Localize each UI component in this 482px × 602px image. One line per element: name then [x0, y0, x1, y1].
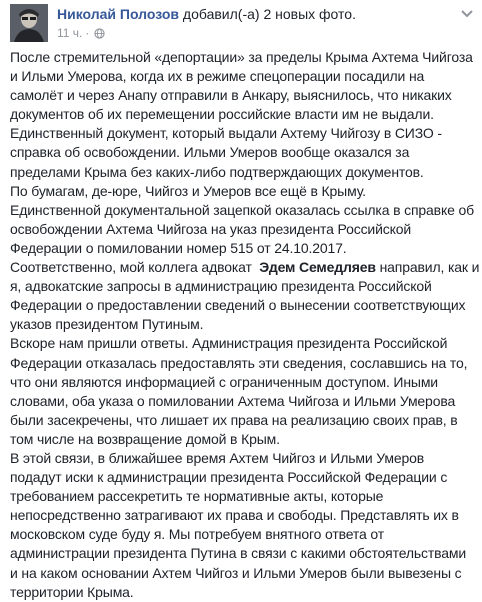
post-line: что они являются информацией с ограниченным доступом. Иными: [10, 373, 438, 390]
post-line-text: Соответственно, мой коллега адвокат: [10, 259, 252, 276]
post-timestamp[interactable]: 11 ч.: [57, 26, 83, 40]
post-line: Вскоре нам пришли ответы. Администрация президента Российской: [10, 335, 448, 352]
author-name[interactable]: Николай Полозов: [57, 6, 180, 22]
post-action: добавил(-а) 2 новых фото.: [182, 6, 356, 22]
post-line: освобождении Ахтема Чийгоза на указ президента Российской: [10, 220, 412, 237]
post-line: Федерации о предоставлении сведений о вынесении соответствующих: [10, 297, 466, 314]
post-line: и на каком основании Ахтем Чийгоз и Ильми Умеров были вывезены с: [10, 564, 462, 581]
post-line: указов президентом Путиным.: [10, 316, 204, 333]
post-line: Единственный документ, который выдали Ахтему Чийгозу в СИЗО -: [10, 125, 442, 142]
post-line: документов об их перемещении российские власти им не выдали.: [10, 106, 434, 123]
post-line: том числе на возвращение домой в Крым.: [10, 430, 280, 447]
post-line: московском суде буду я. Мы потребуем внятного ответа от: [10, 526, 384, 543]
post-line: администрации президента Путина в связи с какими обстоятельствами: [10, 545, 467, 562]
author-avatar[interactable]: [10, 4, 48, 42]
post-line-text: направил, как и: [379, 259, 480, 276]
post-line: После стремительной «депортации» за пределы Крыма Ахтема Чийгоза: [10, 49, 473, 65]
post-line: я, адвокатские запросы в администрацию президента Российской: [10, 278, 432, 295]
avatar-photo: [10, 4, 48, 42]
meta-separator: ·: [85, 26, 90, 40]
post-meta: [57, 26, 105, 42]
post-body: [10, 48, 480, 602]
post-line: пределами Крыма без каких-либо подтверждающих документов.: [10, 163, 424, 180]
post-line: непосредственно затрагивают их права и свободы. Представлять их в: [10, 507, 459, 524]
post-line: В этой связи, в ближайшее время Ахтем Чийгоз и Ильми Умеров: [10, 449, 425, 466]
post-line-with-mention: [10, 258, 480, 277]
post-line: требованием рассекретить те нормативные акты, которые: [10, 488, 384, 505]
post-line: справка об освобождении. Ильми Умеров вообще оказался за: [10, 144, 410, 161]
globe-icon[interactable]: [94, 28, 105, 42]
post-line: были засекречены, что лишает их права на реализацию своих прав, в: [10, 411, 458, 428]
post-line: и Ильми Умерова, когда их в режиме спецоперации посадили на: [10, 68, 425, 85]
post-line: Единственной документальной зацепкой оказалась ссылка в справке об: [10, 201, 474, 218]
post-header: [57, 6, 356, 22]
post-line: По бумагам, де-юре, Чийгоз и Умеров все ещё в Крыму.: [10, 182, 366, 199]
chevron-down-icon[interactable]: [460, 6, 474, 16]
post-line: самолёт и через Анапу отправили в Анкару, выяснилось, что никаких: [10, 87, 452, 104]
post-line: словами, оба указа о помиловании Ахтема Чийгоза и Ильми Умерова: [10, 392, 456, 409]
post-line: Федерации о помиловании номер 515 от 24.10.2017.: [10, 239, 347, 256]
mention-link[interactable]: Эдем Семедляев: [259, 259, 376, 276]
post-line: Федерации отказалась предоставлять эти сведения, сославшись на то,: [10, 354, 468, 371]
post-line: подадут иски к администрации президента Российской Федерации с: [10, 469, 448, 486]
post-line: территории Крыма.: [10, 583, 134, 600]
